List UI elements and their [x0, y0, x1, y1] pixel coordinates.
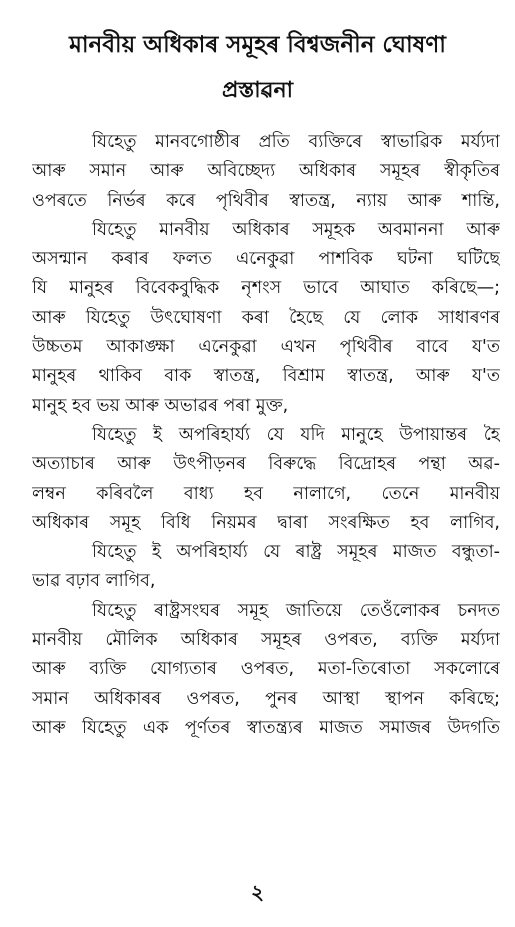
- text-line: যিহেতু মানবীয় অধিকাৰ সমূহক অবমাননা আৰু: [92, 219, 500, 240]
- document-title: মানবীয় অধিকাৰ সমূহৰ বিশ্বজনীন ঘোষণা: [69, 32, 446, 58]
- text-line: অধিকাৰ সমূহ বিধি নিয়মৰ দ্বাৰা সংৰক্ষিত হব লাগিব,: [32, 512, 500, 533]
- text-line: লম্বন কৰিবলৈ বাধ্য হব নালাগে, তেনে মানবীয়: [32, 483, 500, 504]
- text-line: যিহেতু মানবগোষ্ঠীৰ প্ৰতি ব্যক্তিৰে স্বাভাৱিক মৰ্য্যদা: [92, 132, 500, 152]
- text-line: অত্যাচাৰ আৰু উৎপীড়নৰ বিৰুদ্ধে বিদ্ৰোহৰ পন্থা অৱ-: [32, 454, 500, 475]
- text-line: যিহেতু ৰাষ্ট্ৰসংঘৰ সমূহ জাতিয়ে তেওঁলোকৰ চনদত: [92, 600, 500, 621]
- text-line: মানবীয় মৌলিক অধিকাৰ সমূহৰ ওপৰত, ব্যক্তি মৰ্য্যদা: [32, 630, 500, 651]
- text-line: আৰু ব্যক্তি যোগ্যতাৰ ওপৰত, মতা-তিৰোতা সকলোৰে: [32, 659, 500, 680]
- text-line: যিহেতু ই অপৰিহাৰ্য্য যে যদি মানুহে উপায়ান্তৰ হৈ: [92, 424, 500, 445]
- text-line: ওপৰতে নিৰ্ভৰ কৰে পৃথিবীৰ স্বাতন্ত্ৰ, ন্যায় আৰু শান্তি,: [32, 190, 500, 211]
- text-line: যিহেতু ই অপৰিহাৰ্য্য যে ৰাষ্ট্ৰ সমূহৰ মাজত বন্ধুতা-: [92, 542, 500, 563]
- preamble-body: [32, 128, 500, 743]
- text-line: অসন্মান কৰাৰ ফলত এনেকুৱা পাশবিক ঘটনা ঘটিছে: [32, 249, 500, 270]
- page-number: ২: [250, 880, 264, 904]
- text-line: আৰু যিহেতু উৎঘোষণা কৰা হৈছে যে লোক সাধাৰণৰ: [32, 307, 500, 328]
- text-line: যি মানুহৰ বিবেকবুদ্ধিক নৃশংস ভাবে আঘাত কৰিছে—;: [32, 278, 500, 299]
- text-line: সমান অধিকাৰৰ ওপৰত, পুনৰ আস্থা স্থাপন কৰিছে;: [32, 688, 500, 709]
- document-subtitle: প্ৰস্তাৱনা: [221, 78, 293, 103]
- text-line: আৰু সমান আৰু অবিচ্ছেদ্য অধিকাৰ সমূহৰ স্বীকৃতিৰ: [32, 161, 500, 182]
- text-line: আৰু যিহেতু এক পূৰ্ণতৰ স্বাতন্ত্ৰ্যৰ মাজত সমাজৰ উদগতি: [32, 717, 500, 738]
- text-line: মানুহৰ থাকিব বাক স্বাতন্ত্ৰ, বিশ্ৰাম স্বাতন্ত্ৰ, আৰু য'ত: [32, 366, 500, 387]
- text-line: মানুহ হব ভয় আৰু অভাৱৰ পৰা মুক্ত,: [32, 395, 289, 416]
- text-line: উচ্চতম আকাঙ্ক্ষা এনেকুৱা এখন পৃথিবীৰ বাবে য'ত: [32, 337, 500, 358]
- text-line: ভাৱ বঢ়াব লাগিব,: [32, 571, 156, 592]
